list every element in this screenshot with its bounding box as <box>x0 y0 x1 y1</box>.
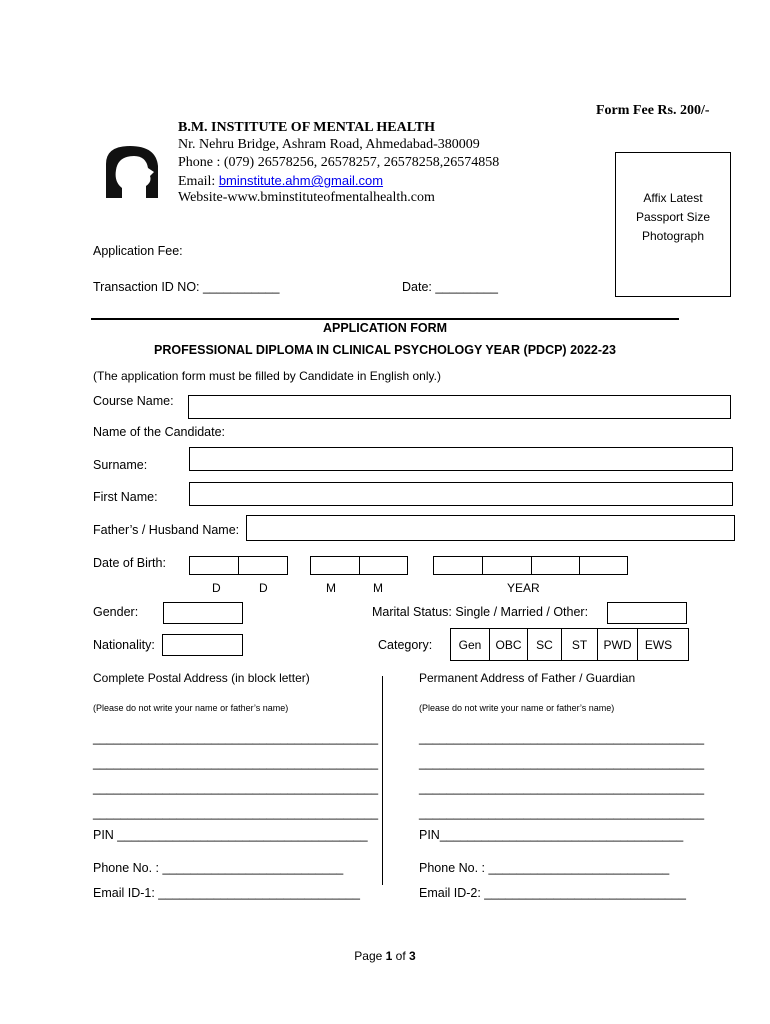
photo-line-1: Affix Latest <box>643 191 703 205</box>
permanent-pin-field[interactable]: PIN___________________________________ <box>419 828 684 842</box>
category-st[interactable]: ST <box>561 629 597 661</box>
photo-box[interactable] <box>615 152 731 297</box>
postal-address-line-4[interactable]: _________________________________________ <box>93 806 379 820</box>
application-fee-label: Application Fee: <box>93 244 183 258</box>
page-current: 1 <box>385 949 393 963</box>
permanent-address-line-1[interactable]: _________________________________________ <box>419 731 705 745</box>
permanent-phone-field[interactable]: Phone No. : __________________________ <box>419 861 670 875</box>
form-title: APPLICATION FORM <box>322 321 448 335</box>
permanent-address-line-2[interactable]: _________________________________________ <box>419 756 705 770</box>
institute-address: Nr. Nehru Bridge, Ashram Road, Ahmedabad-380009 <box>178 137 480 152</box>
form-fee: Form Fee Rs. 200/- <box>596 103 710 118</box>
page-of: of <box>392 949 410 963</box>
page-total: 3 <box>409 949 416 963</box>
father-name-input[interactable] <box>246 515 735 541</box>
dob-label: Date of Birth: <box>93 556 166 570</box>
nationality-input[interactable] <box>162 634 243 656</box>
institute-email <box>178 173 383 190</box>
email-label: Email: <box>178 174 219 189</box>
dob-month-1[interactable] <box>310 556 360 575</box>
first-name-label: First Name: <box>93 490 158 504</box>
dob-month-2[interactable] <box>359 556 408 575</box>
postal-address-line-3[interactable]: _________________________________________ <box>93 781 379 795</box>
permanent-address-title: Permanent Address of Father / Guardian <box>419 671 636 685</box>
email-id-2-field[interactable]: Email ID-2: _____________________________ <box>419 886 686 900</box>
category-gen[interactable]: Gen <box>458 638 482 652</box>
category-ews[interactable]: EWS <box>637 629 679 661</box>
email-id-1-field[interactable]: Email ID-1: _____________________________ <box>93 886 360 900</box>
nationality-label: Nationality: <box>93 638 155 652</box>
email-link[interactable]: bminstitute.ahm@gmail.com <box>218 173 384 188</box>
photo-line-3: Photograph <box>641 229 705 243</box>
dob-day-caption-1: D <box>212 581 221 595</box>
postal-address-line-2[interactable]: _________________________________________ <box>93 756 379 770</box>
dob-day-caption-2: D <box>259 581 268 595</box>
dob-year-3[interactable] <box>531 556 580 575</box>
photo-instructions <box>616 189 730 246</box>
form-instruction: (The application form must be filled by Candidate in English only.) <box>93 369 441 383</box>
header-divider <box>91 318 679 320</box>
institute-website: Website-www.bminstituteofmentalhealth.com <box>178 190 435 205</box>
postal-phone-field[interactable]: Phone No. : __________________________ <box>93 861 344 875</box>
dob-year-4[interactable] <box>579 556 628 575</box>
institute-name: B.M. INSTITUTE OF MENTAL HEALTH <box>178 120 435 135</box>
institute-logo <box>100 142 162 202</box>
form-subtitle: PROFESSIONAL DIPLOMA IN CLINICAL PSYCHOLOGY YEAR (PDCP) 2022-23 <box>154 343 616 357</box>
category-label: Category: <box>378 638 433 652</box>
permanent-address-note: (Please do not write your name or father’s name) <box>419 703 615 713</box>
category-obc[interactable]: OBC <box>489 629 527 661</box>
page-number <box>0 949 770 963</box>
dob-year-1[interactable] <box>433 556 483 575</box>
postal-address-note: (Please do not write your name or father’s name) <box>93 703 289 713</box>
category-pwd[interactable]: PWD <box>597 629 637 661</box>
dob-month-caption-2: M <box>373 581 383 595</box>
transaction-id-field[interactable]: Transaction ID NO: ___________ <box>93 280 280 294</box>
marital-status-input[interactable] <box>607 602 687 624</box>
candidate-name-label: Name of the Candidate: <box>93 425 226 439</box>
page-prefix: Page <box>354 949 386 963</box>
postal-address-title: Complete Postal Address (in block letter) <box>93 671 310 685</box>
photo-line-2: Passport Size <box>635 210 711 224</box>
gender-input[interactable] <box>163 602 243 624</box>
surname-label: Surname: <box>93 458 148 472</box>
fee-date-field[interactable]: Date: _________ <box>402 280 498 294</box>
father-name-label: Father’s / Husband Name: <box>93 523 240 537</box>
address-column-divider <box>382 676 383 885</box>
dob-day-1[interactable] <box>189 556 239 575</box>
postal-address-line-1[interactable]: _________________________________________ <box>93 731 379 745</box>
category-sc[interactable]: SC <box>527 629 561 661</box>
surname-input[interactable] <box>189 447 733 471</box>
postal-pin-field[interactable]: PIN ____________________________________ <box>93 828 368 842</box>
institute-phone: Phone : (079) 26578256, 26578257, 26578258,26574858 <box>178 155 500 170</box>
marital-status-label: Marital Status: Single / Married / Other: <box>372 605 589 619</box>
dob-year-2[interactable] <box>482 556 532 575</box>
dob-year-caption: YEAR <box>507 581 540 595</box>
first-name-input[interactable] <box>189 482 733 506</box>
dob-month-caption-1: M <box>326 581 336 595</box>
gender-label: Gender: <box>93 605 139 619</box>
permanent-address-line-4[interactable]: _________________________________________ <box>419 806 705 820</box>
dob-day-2[interactable] <box>238 556 288 575</box>
course-name-label: Course Name: <box>93 394 174 408</box>
permanent-address-line-3[interactable]: _________________________________________ <box>419 781 705 795</box>
course-name-input[interactable] <box>188 395 731 419</box>
